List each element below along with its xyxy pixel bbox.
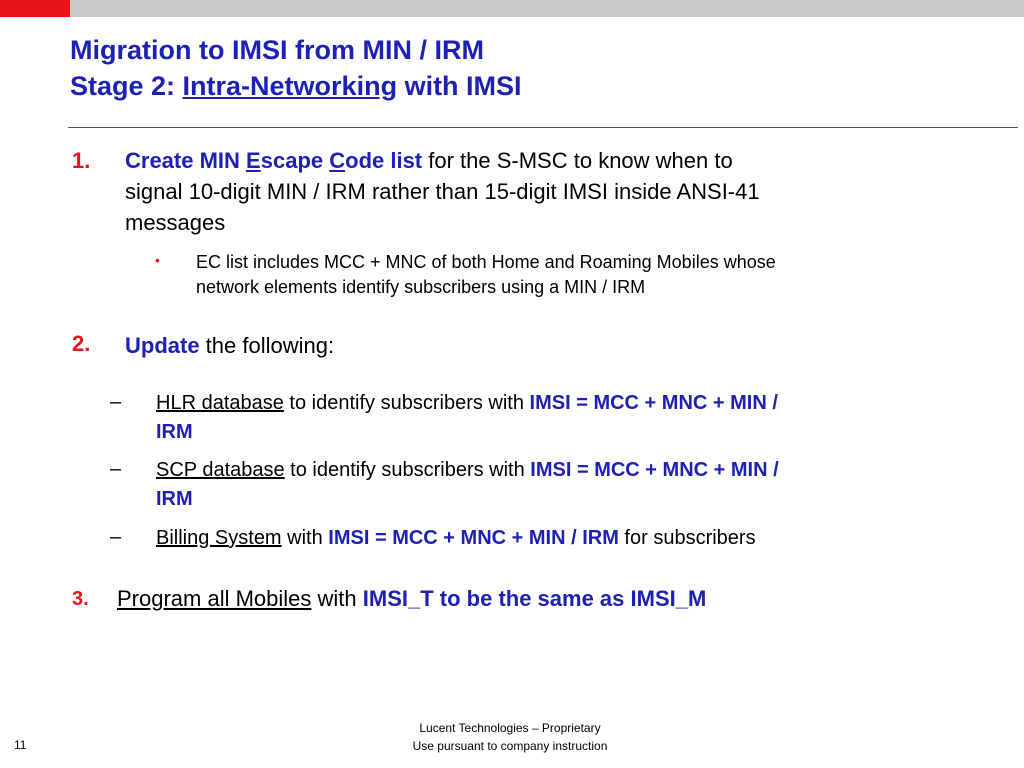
sub-3-text: Billing System with IMSI = MCC + MNC + MIN / IRM for subscribers [156, 527, 756, 549]
title-line-2: Stage 2: Intra-Networking with IMSI [70, 71, 522, 101]
page-number: 11 [14, 738, 27, 752]
item-2-text: Update the following: [125, 333, 335, 358]
sub-2-dash: – [110, 458, 122, 480]
item-1-number: 1. [72, 148, 91, 173]
item-1-bullet-text: EC list includes MCC + MNC of both Home and Roaming Mobiles whose network elements identify subscribers using a MIN / IRM [196, 252, 776, 297]
footer-proprietary: Lucent Technologies – Proprietary Use pursuant to company instruction [412, 721, 608, 753]
item-3-number: 3. [72, 588, 89, 610]
top-bar-gray [70, 0, 1024, 17]
sub-1-text: HLR database to identify subscribers with IMSI = MCC + MNC + MIN / IRM [156, 392, 778, 443]
item-1-bullet-dot: • [155, 252, 160, 268]
title-divider [68, 127, 1018, 128]
sub-3-dash: – [110, 526, 122, 548]
sub-1-dash: – [110, 391, 122, 413]
slide-title [70, 32, 1010, 104]
item-1-text: Create MIN Escape Code list for the S-MSC to know when to signal 10-digit MIN / IRM rather than 15-digit IMSI inside ANSI-41 messages [125, 148, 760, 235]
item-3-text: Program all Mobiles with IMSI_T to be the same as IMSI_M [117, 586, 707, 611]
title-line-1: Migration to IMSI from MIN / IRM [70, 35, 484, 65]
sub-2-text: SCP database to identify subscribers with IMSI = MCC + MNC + MIN / IRM [156, 459, 779, 510]
item-2-number: 2. [72, 331, 91, 356]
top-bar-red [0, 0, 70, 17]
